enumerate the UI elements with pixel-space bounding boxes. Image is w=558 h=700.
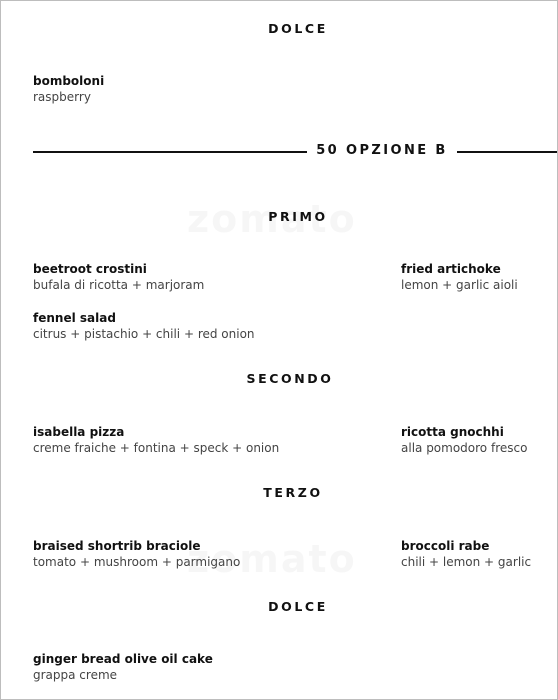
menu-item [401, 538, 531, 570]
section-heading-dolce: DOLCE [268, 599, 328, 614]
section-heading-dolce-top: DOLCE [268, 21, 328, 36]
menu-item [33, 73, 104, 105]
item-description: raspberry [33, 90, 91, 104]
item-name: broccoli rabe [401, 539, 490, 553]
item-name: ricotta gnochhi [401, 425, 504, 439]
option-label: 50 OPZIONE B [316, 143, 448, 158]
section-heading-primo: PRIMO [268, 209, 328, 224]
divider-line-left [33, 151, 307, 153]
item-name: bomboloni [33, 74, 105, 88]
section-heading-secondo: SECONDO [246, 371, 334, 386]
item-name: beetroot crostini [33, 262, 147, 276]
menu-item [33, 424, 279, 456]
item-description: lemon + garlic aioli [401, 278, 518, 292]
menu-item [401, 261, 518, 293]
divider-line-right [457, 151, 558, 153]
menu-item [401, 424, 527, 456]
menu-item [33, 651, 213, 683]
item-name: fried artichoke [401, 262, 501, 276]
menu-item [33, 261, 204, 293]
item-name: braised shortrib braciole [33, 539, 201, 553]
item-name: isabella pizza [33, 425, 125, 439]
item-description: chili + lemon + garlic [401, 555, 532, 569]
item-description: tomato + mushroom + parmigano [33, 555, 241, 569]
item-name: fennel salad [33, 311, 116, 325]
menu-item [33, 538, 240, 570]
option-divider [1, 143, 557, 161]
item-name: ginger bread olive oil cake [33, 652, 213, 666]
item-description: citrus + pistachio + chili + red onion [33, 327, 255, 341]
item-description: alla pomodoro fresco [401, 441, 528, 455]
menu-item [33, 310, 255, 342]
item-description: creme fraiche + fontina + speck + onion [33, 441, 280, 455]
section-heading-terzo: TERZO [263, 485, 323, 500]
item-description: grappa creme [33, 668, 118, 682]
item-description: bufala di ricotta + marjoram [33, 278, 205, 292]
